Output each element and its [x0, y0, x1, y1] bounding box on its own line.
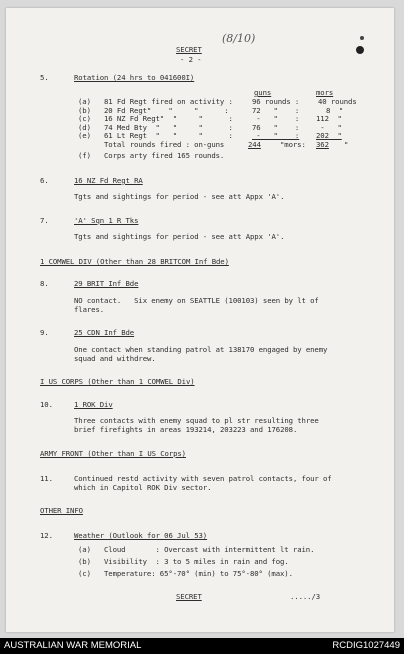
para-number: 9.	[40, 328, 49, 337]
para-text: Tgts and sightings for period - see att Appx 'A'.	[74, 232, 285, 241]
section-heading: I US CORPS (Other than 1 COMWEL Div)	[40, 377, 195, 386]
para-text: Continued restd activity with seven patrol contacts, four of	[74, 474, 332, 483]
punch-hole-small	[360, 36, 364, 40]
row-text: Temperature: 65°-70° (min) to 75°-80° (max).	[104, 569, 293, 578]
para-text: Tgts and sightings for period - see att Appx 'A'.	[74, 192, 285, 201]
para-text: squad and withdrew.	[74, 354, 156, 363]
row-mors: 8 "	[326, 106, 344, 115]
classification-top: SECRET	[176, 45, 202, 54]
para-title: Weather (Outlook for 06 Jul 53)	[74, 531, 208, 540]
total-tail: "	[344, 140, 349, 149]
archive-record-id: RCDIG1027449	[332, 640, 400, 651]
row-text: 20 Fd Regt" " " :	[104, 106, 229, 115]
column-header-mors: mors	[316, 88, 334, 97]
para-text: Three contacts with enemy squad to pl str resulting three	[74, 416, 319, 425]
para-text: brief firefights in areas 193214, 203223 and 176208.	[74, 425, 298, 434]
total-mors: 362	[316, 140, 329, 149]
row-label: (c)	[78, 114, 91, 123]
row-text: 81 Fd Regt fired on activity :	[104, 97, 233, 106]
punch-hole	[356, 46, 364, 54]
row-label: (c)	[78, 569, 91, 578]
column-header-guns: guns	[254, 88, 272, 97]
para-number: 5.	[40, 73, 49, 82]
total-mors-label: "mors:	[280, 140, 306, 149]
para-number: 7.	[40, 216, 49, 225]
para-number: 10.	[40, 400, 53, 409]
row-text: 74 Med Bty " " " :	[104, 123, 233, 132]
para-title: 16 NZ Fd Regt RA	[74, 176, 143, 185]
para-title: Rotation (24 hrs to 041600I)	[74, 73, 195, 82]
row-label: (b)	[78, 557, 91, 566]
row-guns: 96 rounds :	[252, 97, 300, 106]
row-guns: 72 " :	[252, 106, 300, 115]
row-mors: 40 rounds	[318, 97, 357, 106]
para-number: 6.	[40, 176, 49, 185]
para-text: NO contact. Six enemy on SEATTLE (100103) seen by lt of	[74, 296, 319, 305]
page-marker: - 2 -	[180, 55, 202, 64]
para-number: 11.	[40, 474, 53, 483]
para-text: flares.	[74, 305, 105, 314]
row-label: (f)	[78, 151, 91, 160]
para-title: 29 BRIT Inf Bde	[74, 279, 139, 288]
section-heading: ARMY FRONT (Other than I US Corps)	[40, 449, 186, 458]
total-text: Total rounds fired : on-guns	[104, 140, 225, 149]
para-title: 1 ROK Div	[74, 400, 113, 409]
archive-footer-bar	[0, 638, 404, 654]
section-heading: 1 COMWEL DIV (Other than 28 BRITCOM Inf Bde)	[40, 257, 229, 266]
para-text: which in Capitol ROK Div sector.	[74, 483, 212, 492]
para-number: 12.	[40, 531, 53, 540]
row-text: Visibility : 3 to 5 miles in rain and fog.	[104, 557, 289, 566]
row-label: (a)	[78, 545, 91, 554]
row-mors: 202 "	[316, 131, 342, 140]
row-label: (e)	[78, 131, 91, 140]
total-guns: 244	[248, 140, 261, 149]
row-mors: 112 "	[316, 114, 342, 123]
para-text: One contact when standing patrol at 138170 engaged by enemy	[74, 345, 328, 354]
row-guns: - " :	[252, 131, 300, 140]
handwritten-reference: (8/10)	[222, 32, 256, 45]
archive-name: AUSTRALIAN WAR MEMORIAL	[4, 640, 142, 651]
row-text: Corps arty fired 165 rounds.	[104, 151, 225, 160]
row-mors: - "	[316, 123, 342, 132]
para-title: 'A' Sqn 1 R Tks	[74, 216, 139, 225]
classification-bottom: SECRET	[176, 592, 202, 601]
row-label: (a)	[78, 97, 91, 106]
row-label: (b)	[78, 106, 91, 115]
row-text: 61 Lt Regt " " " :	[104, 131, 233, 140]
row-text: 16 NZ Fd Regt" " " :	[104, 114, 233, 123]
row-label: (d)	[78, 123, 91, 132]
row-guns: 76 " :	[252, 123, 300, 132]
section-heading: OTHER INFO	[40, 506, 83, 515]
para-number: 8.	[40, 279, 49, 288]
para-title: 25 CDN Inf Bde	[74, 328, 135, 337]
row-guns: - " :	[252, 114, 300, 123]
continuation-marker: ...../3	[290, 592, 321, 601]
row-text: Cloud : Overcast with intermittent lt rain.	[104, 545, 315, 554]
